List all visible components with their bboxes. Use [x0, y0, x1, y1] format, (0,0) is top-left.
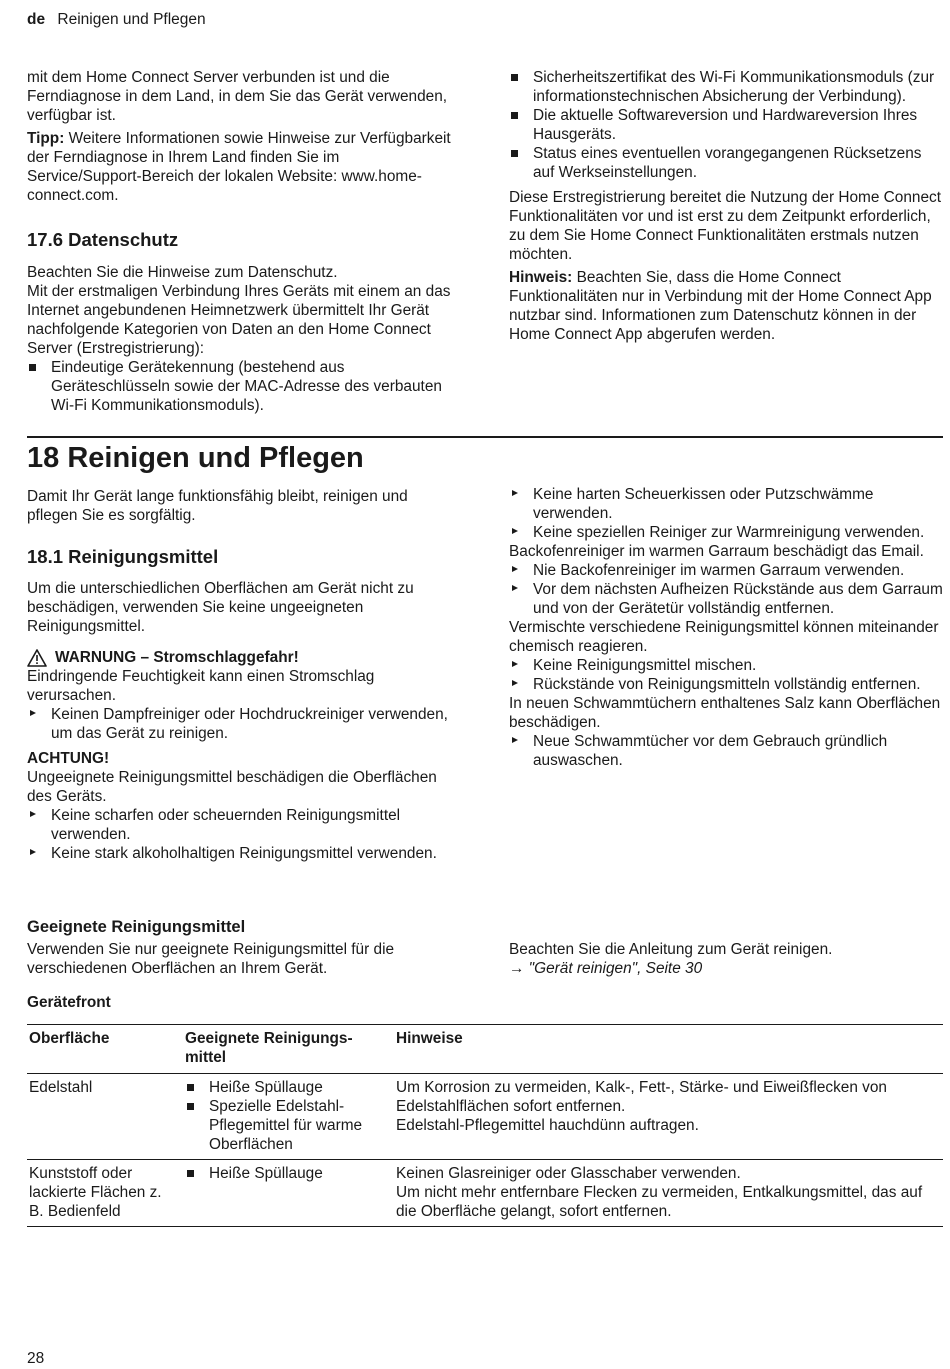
paragraph: Diese Erstregistrierung bereitet die Nutzung der Home Connect Funktionalitäten vor und ist erst zu dem Zeitpunkt erforderlich, zu dem Sie Home Connect Funktionalitäten erstmals nutzen möchten.: [509, 189, 942, 263]
paragraph: mit dem Home Connect Server verbunden ist und die Ferndiagnose in dem Land, in dem Sie das Gerät verwenden, verfügbar ist.: [27, 69, 448, 124]
cell-agents: [183, 1160, 394, 1227]
list-item: Keine scharfen oder scheuernden Reinigungsmittel verwenden.: [27, 806, 452, 844]
bullet-list: [509, 561, 944, 618]
cell-surface: Kunststoff oder lackierte Flächen z. B. Bedienfeld: [27, 1160, 183, 1227]
paragraph: Mit der erstmaligen Verbindung Ihres Geräts mit einem an das Internet angebundenen Heimnetzwerk übermittelt Ihr Gerät nachfolgende Kategorien von Daten an den Home Connect Server (Erstregistrierung):: [27, 283, 451, 357]
table-row: [27, 1160, 943, 1227]
list-item: Spezielle Edelstahl-Pflegemittel für warme Oberflächen: [185, 1097, 390, 1154]
paragraph: Beachten Sie die Hinweise zum Datenschutz.: [27, 264, 338, 281]
table-subheading: Gerätefront: [27, 994, 111, 1011]
warning-text: Eindringende Feuchtigkeit kann einen Stromschlag verursachen.: [27, 668, 375, 704]
list-item: Keine speziellen Reiniger zur Warmreinigung verwenden.: [509, 523, 944, 542]
bullet-list: [27, 358, 452, 415]
chapter-divider: [27, 436, 943, 438]
mid-left-column: [27, 487, 452, 863]
cleaning-agents-table: [27, 1024, 943, 1227]
paragraph: Beachten Sie die Anleitung zum Gerät reinigen.: [509, 941, 833, 958]
column-header-surface: Oberfläche: [27, 1025, 183, 1074]
caution-title: ACHTUNG!: [27, 750, 110, 767]
warning-title: WARNUNG – Stromschlaggefahr!: [55, 649, 299, 666]
table-header-row: [27, 1025, 943, 1074]
list-item: Die aktuelle Softwareversion und Hardwareversion Ihres Hausgeräts.: [509, 106, 944, 144]
note-line: Edelstahl-Pflegemittel hauchdünn auftragen.: [396, 1117, 699, 1134]
list-item: Rückstände von Reinigungsmitteln vollständig entfernen.: [509, 675, 944, 694]
cross-reference-link[interactable]: → "Gerät reinigen", Seite 30: [509, 960, 703, 977]
geeignet-left-text: [27, 940, 452, 978]
warning-list: [27, 705, 452, 743]
warning-triangle-icon: [27, 649, 47, 667]
note-line: Um nicht mehr entfernbare Flecken zu vermeiden, Entkalkungsmittel, das auf die Oberfläche gelangt, sofort entfernen.: [396, 1184, 923, 1220]
bullet-list: [509, 485, 944, 542]
chapter-title: 18 Reinigen und Pflegen: [27, 442, 364, 474]
language-code: de: [27, 11, 46, 28]
bullet-list: [509, 68, 944, 182]
section-title-reinigungsmittel: 18.1 Reinigungsmittel: [27, 546, 219, 567]
paragraph: In neuen Schwammtüchern enthaltenes Salz kann Oberflächen beschädigen.: [509, 695, 941, 731]
note-line: Um Korrosion zu vermeiden, Kalk-, Fett-, Stärke- und Eiweißflecken von Edelstahlflächen sofort entfernen.: [396, 1079, 887, 1115]
list-item: Neue Schwammtücher vor dem Gebrauch gründlich auswaschen.: [509, 732, 944, 770]
warning-heading: [27, 648, 452, 667]
page-number: 28: [27, 1350, 45, 1367]
cell-agents: [183, 1074, 394, 1160]
note-label: Hinweis:: [509, 269, 573, 286]
section-title-datenschutz: 17.6 Datenschutz: [27, 229, 179, 250]
caution-list: [27, 806, 452, 863]
note-text: Beachten Sie, dass die Home Connect Funktionalitäten nur in Verbindung mit der Home Connect App nutzbar sind. Informationen zum Datenschutz können in der Home Connect App abgerufen werden.: [509, 269, 932, 343]
subsection-title: Geeignete Reinigungsmittel: [27, 918, 246, 936]
header-title: Reinigen und Pflegen: [57, 11, 206, 28]
note-paragraph: [509, 268, 944, 344]
tip-paragraph: [27, 129, 452, 205]
list-item: Heiße Spüllauge: [185, 1078, 390, 1097]
cell-surface: Edelstahl: [27, 1074, 183, 1160]
table-row: [27, 1074, 943, 1160]
page-header: [27, 10, 206, 29]
paragraph: Vermischte verschiedene Reinigungsmittel können miteinander chemisch reagieren.: [509, 619, 939, 655]
list-item: Keine harten Scheuerkissen oder Putzschwämme verwenden.: [509, 485, 944, 523]
bullet-list: [509, 656, 944, 694]
list-item: Eindeutige Gerätekennung (bestehend aus Geräteschlüsseln sowie der MAC-Adresse des verbauten Wi-Fi Kommunikationsmoduls).: [27, 358, 452, 415]
paragraph: Um die unterschiedlichen Oberflächen am Gerät nicht zu beschädigen, verwenden Sie keine ungeeigneten Reinigungsmittel.: [27, 580, 414, 635]
bullet-list: [509, 732, 944, 770]
top-right-column: [509, 68, 944, 344]
intro-paragraph: Damit Ihr Gerät lange funktionsfähig bleibt, reinigen und pflegen Sie es sorgfältig.: [27, 488, 408, 524]
tip-label: Tipp:: [27, 130, 65, 147]
caution-text: Ungeeignete Reinigungsmittel beschädigen die Oberflächen des Geräts.: [27, 769, 437, 805]
column-header-agents: Geeignete Reinigungs-mittel: [183, 1025, 394, 1074]
column-header-notes: Hinweise: [394, 1025, 943, 1074]
paragraph: Backofenreiniger im warmen Garraum beschädigt das Email.: [509, 543, 924, 560]
geeignet-right-text: [509, 940, 944, 978]
cell-notes: [394, 1074, 943, 1160]
list-item: Keine stark alkoholhaltigen Reinigungsmittel verwenden.: [27, 844, 452, 863]
list-item: Keine Reinigungsmittel mischen.: [509, 656, 944, 675]
list-item: Vor dem nächsten Aufheizen Rückstände aus dem Garraum und von der Gerätetür vollständig entfernen.: [509, 580, 944, 618]
list-item: Keinen Dampfreiniger oder Hochdruckreiniger verwenden, um das Gerät zu reinigen.: [27, 705, 452, 743]
list-item: Heiße Spüllauge: [185, 1164, 390, 1183]
cell-notes: [394, 1160, 943, 1227]
list-item: Status eines eventuellen vorangegangenen Rücksetzens auf Werkseinstellungen.: [509, 144, 944, 182]
note-line: Keinen Glasreiniger oder Glasschaber verwenden.: [396, 1165, 741, 1182]
paragraph: Verwenden Sie nur geeignete Reinigungsmittel für die verschiedenen Oberflächen an Ihrem Gerät.: [27, 941, 395, 977]
tip-text: Weitere Informationen sowie Hinweise zur Verfügbarkeit der Ferndiagnose in Ihrem Land finden Sie im Service/Support-Bereich der lokalen Website: www.home-connect.com.: [27, 130, 451, 204]
mid-right-column: [509, 485, 944, 770]
list-item: Sicherheitszertifikat des Wi-Fi Kommunikationsmoduls (zur informationstechnischen Absicherung der Verbindung).: [509, 68, 944, 106]
top-left-column: [27, 68, 452, 415]
list-item: Nie Backofenreiniger im warmen Garraum verwenden.: [509, 561, 944, 580]
